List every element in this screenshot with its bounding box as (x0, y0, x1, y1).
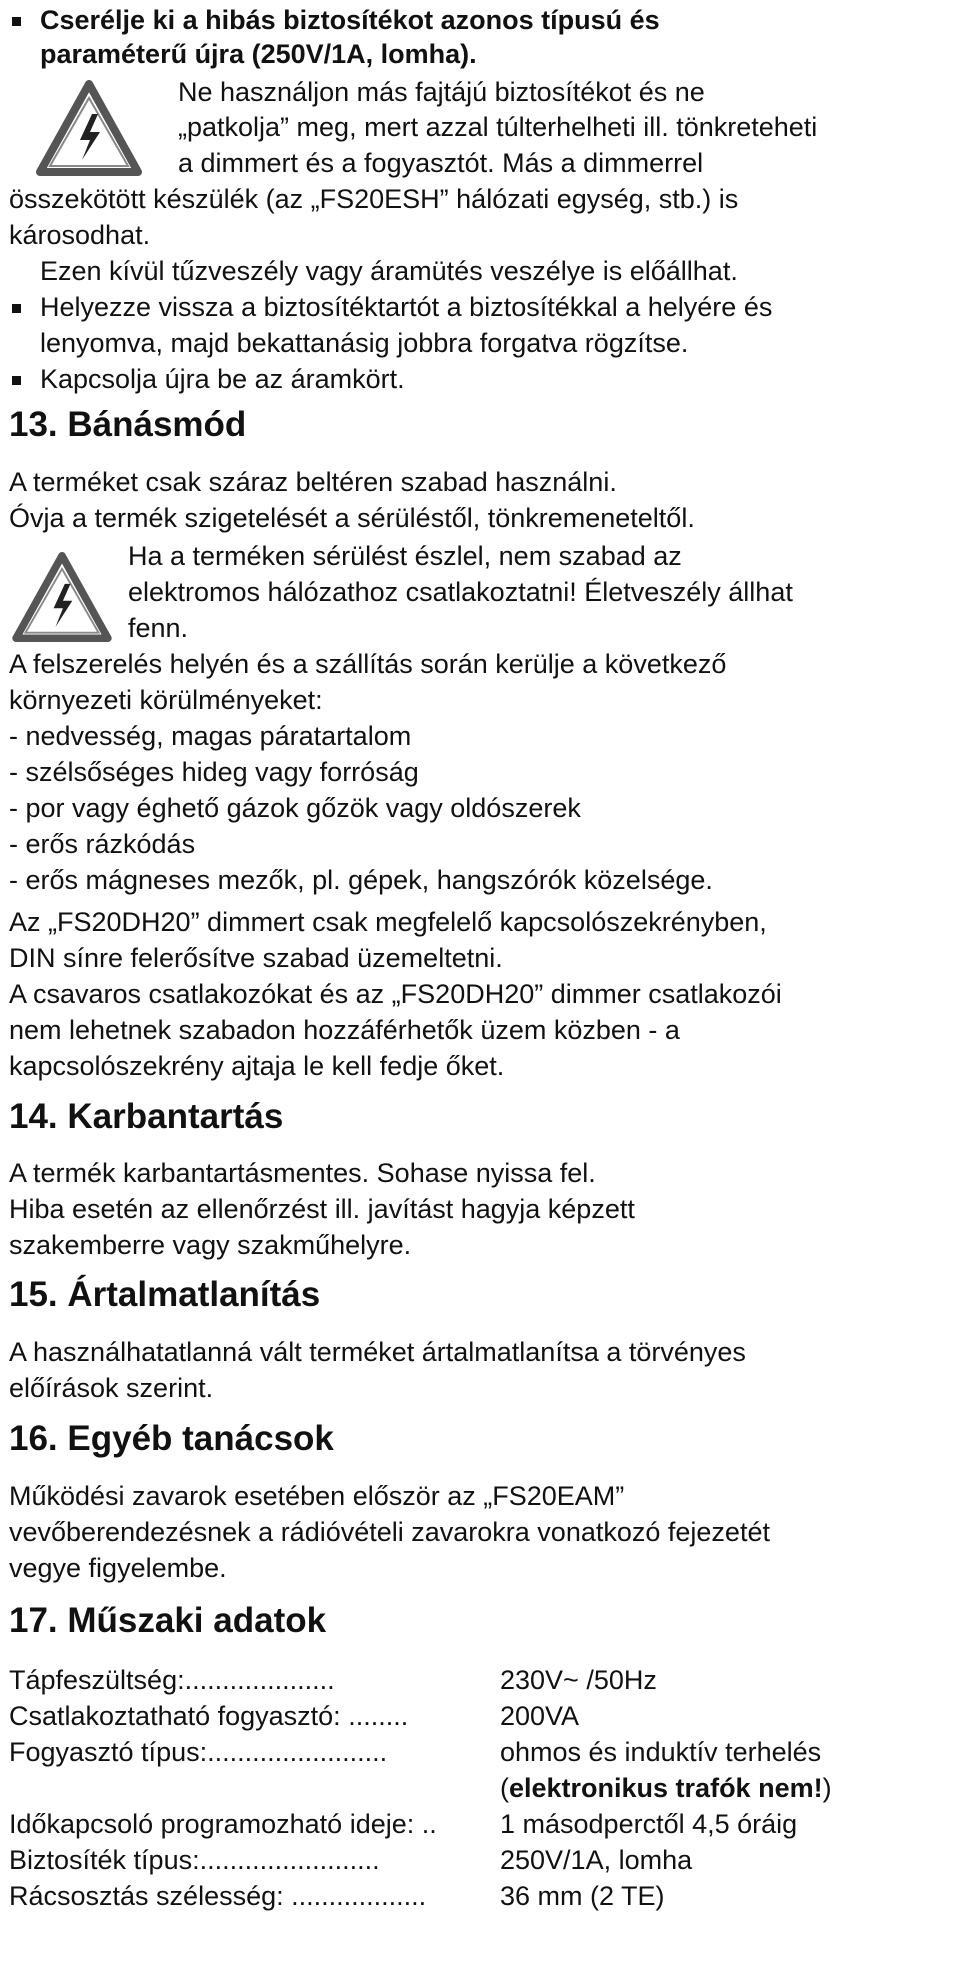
section-heading: 15. Ártalmatlanítás (9, 1275, 321, 1314)
spec-label: Biztosíték típus:........................ (9, 1845, 380, 1875)
spec-value: ohmos és induktív terhelés (500, 1737, 822, 1767)
paragraph-line: Az „FS20DH20” dimmert csak megfelelő kapcsolószekrényben, (9, 907, 767, 937)
bullet-marker (12, 304, 21, 313)
load-note-close: ) (822, 1773, 832, 1803)
warning-text: károsodhat. (9, 220, 151, 250)
paragraph-line: A felszerelés helyén és a szállítás során kerülje a következő (9, 649, 727, 679)
bullet-text: Helyezze vissza a biztosítéktartót a biztosítékkal a helyére és (40, 292, 773, 322)
spec-value: 36 mm (2 TE) (500, 1881, 665, 1911)
list-item: - por vagy éghető gázok gőzök vagy oldószerek (9, 793, 581, 823)
paragraph-line: A csavaros csatlakozókat és az „FS20DH20” dimmer csatlakozói (9, 979, 782, 1009)
paragraph-line: szakemberre vagy szakműhelyre. (9, 1230, 412, 1260)
spec-label: Fogyasztó típus:........................ (9, 1737, 388, 1767)
spec-value: 1 másodperctől 4,5 óráig (500, 1809, 798, 1839)
load-note-bold: elektronikus trafók nem! (509, 1773, 823, 1803)
paragraph-line: környezeti körülményeket: (9, 685, 323, 715)
section-heading: 14. Karbantartás (9, 1097, 284, 1136)
load-note-open: ( (500, 1773, 509, 1803)
paragraph-line: A használhatatlanná vált terméket ártalmatlanítsa a törvényes (9, 1337, 746, 1367)
warning-text: a dimmert és a fogyasztót. Más a dimmerrel (178, 148, 704, 178)
paragraph-line: nem lehetnek szabadon hozzáférhetők üzem közben - a (9, 1015, 680, 1045)
spec-value: 200VA (500, 1701, 580, 1731)
paragraph-line: A terméket csak száraz beltéren szabad használni. (9, 467, 617, 497)
spec-label: Időkapcsoló programozható ideje: .. (9, 1809, 437, 1839)
bullet-text: Kapcsolja újra be az áramkört. (40, 364, 405, 394)
spec-value: 230V~ /50Hz (500, 1665, 657, 1695)
bullet-marker (12, 376, 21, 385)
section-heading: 13. Bánásmód (9, 405, 247, 444)
list-item: - erős rázkódás (9, 829, 196, 859)
paragraph-line: Óvja a termék szigetelését a sérüléstől, tönkremeneteltől. (9, 503, 695, 533)
paragraph-line: előírások szerint. (9, 1373, 214, 1403)
bullet-marker (12, 17, 21, 26)
electric-hazard-icon (36, 80, 142, 176)
bullet-text: Cserélje ki a hibás biztosítékot azonos típusú és (40, 5, 660, 35)
load-note (500, 1770, 832, 1806)
list-item: - erős mágneses mezők, pl. gépek, hangszórók közelsége. (9, 865, 713, 895)
warning-text: Ezen kívül tűzveszély vagy áramütés veszélye is előállhat. (40, 256, 738, 286)
section-heading: 16. Egyéb tanácsok (9, 1419, 334, 1458)
warning-text: elektromos hálózathoz csatlakoztatni! Életveszély állhat (128, 577, 793, 607)
warning-text: fenn. (128, 613, 189, 643)
warning-text: Ne használjon más fajtájú biztosítékot és ne (178, 77, 705, 107)
paragraph-line: A termék karbantartásmentes. Sohase nyissa fel. (9, 1158, 596, 1188)
section-heading: 17. Műszaki adatok (9, 1601, 327, 1640)
warning-text: „patkolja” meg, mert azzal túlterhelheti ill. tönkreteheti (178, 112, 818, 142)
paragraph-line: vegye figyelembe. (9, 1553, 227, 1583)
electric-hazard-icon (12, 552, 112, 642)
spec-value: 250V/1A, lomha (500, 1845, 693, 1875)
bullet-text: lenyomva, majd bekattanásig jobbra forgatva rögzítse. (40, 328, 689, 358)
spec-label: Csatlakoztatható fogyasztó: ........ (9, 1701, 409, 1731)
warning-text: összekötött készülék (az „FS20ESH” hálózati egység, stb.) is (9, 184, 739, 214)
paragraph-line: DIN sínre felerősítve szabad üzemeltetni. (9, 943, 503, 973)
warning-text: Ha a terméken sérülést észlel, nem szabad az (128, 541, 682, 571)
spec-label: Rácsosztás szélesség: .................. (9, 1881, 427, 1911)
bullet-text: paraméterű újra (250V/1A, lomha). (40, 39, 477, 69)
spec-label: Tápfeszültség:.................... (9, 1665, 335, 1695)
list-item: - nedvesség, magas páratartalom (9, 721, 412, 751)
paragraph-line: kapcsolószekrény ajtaja le kell fedje őket. (9, 1051, 505, 1081)
paragraph-line: vevőberendezésnek a rádióvételi zavarokra vonatkozó fejezetét (9, 1517, 770, 1547)
paragraph-line: Működési zavarok esetében először az „FS20EAM” (9, 1481, 625, 1511)
paragraph-line: Hiba esetén az ellenőrzést ill. javítást hagyja képzett (9, 1194, 635, 1224)
list-item: - szélsőséges hideg vagy forróság (9, 757, 419, 787)
